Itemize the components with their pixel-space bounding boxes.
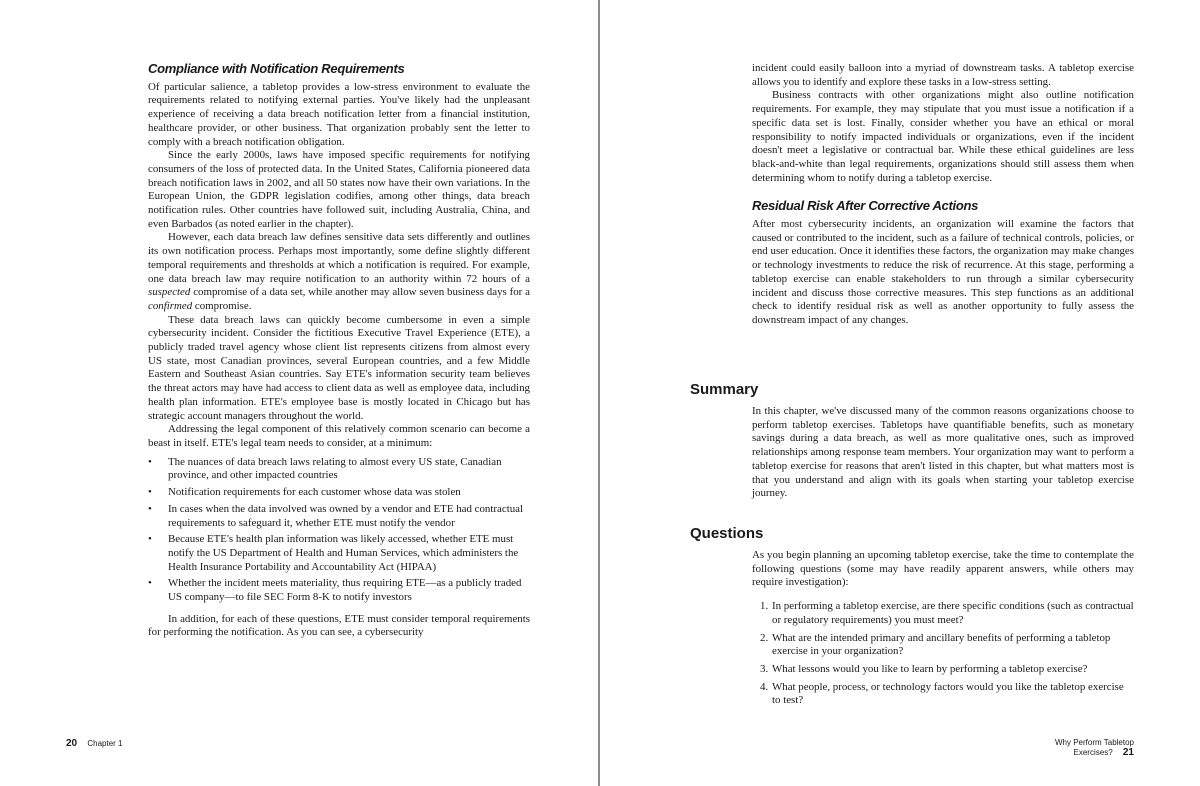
page-number: 21 [1122, 747, 1134, 758]
question-text: What are the intended primary and ancillary benefits of performing a tabletop exercise in your organization? [772, 631, 1111, 658]
question-item [752, 600, 1134, 627]
paragraph: After most cybersecurity incidents, an organization will examine the factors that caused or contributed to the incident, such as a failure of technical controls, policies, or end user education. Once it identifies these factors, the organization may make changes or technology investments to reduce the risk of recurrence. At this stage, performing a tabletop exercise can enable stakeholders to run through a similar cybersecurity incident and discuss those corrective measures. This step functions as an additional check to identify residual risk as well as another opportunity to fully assess the downstream impact of any changes. [752, 218, 1134, 326]
right-text-column [752, 62, 1134, 328]
residual-risk-heading: Residual Risk After Corrective Actions [752, 198, 979, 214]
question-text: What lessons would you like to learn by performing a tabletop exercise? [772, 662, 1088, 675]
right-folio [1008, 738, 1134, 758]
emphasis-suspected: suspected [148, 286, 191, 299]
paragraph: Of particular salience, a tabletop provides a low-stress environment to evaluate the requirements related to notifying external parties. You've likely had the unpleasant experience of receiving a data breach notification letter from a financial institution, healthcare provider, or other business. That organization probably sent the letter to comply with a breach notification obligation. [148, 80, 530, 148]
text-run: compromise. [192, 299, 252, 312]
paragraph: Business contracts with other organizations might also outline notification requirements. For example, they may stipulate that you must issue a notification if a specific data set is lost. Finally, consider whether you have an ethical or moral responsibility to notify impacted individuals or organizations, even if the incident doesn't meet a legislative or contractual bar. While these ethical guidelines are less black-and-white than legal requirements, organizations should still assess them when determining whom to notify during a tabletop exercise. [752, 89, 1134, 184]
summary-heading: Summary [690, 381, 759, 398]
page-number: 20 [66, 738, 78, 749]
bullet-item: • The nuances of data breach laws relating to almost every US state, Canadian province, and other impacted countries [148, 456, 530, 483]
questions-list [752, 600, 1134, 708]
question-item [752, 663, 1134, 677]
paragraph: Since the early 2000s, laws have imposed specific requirements for notifying consumers of the loss of protected data. In the United States, California pioneered data breach notification laws in 2002, and all 50 states now have their own variations. In the European Union, the GDPR legislation codifies, among other things, data breach notification rules. Other countries have followed suit, including Australia, China, and even Barbados (as noted earlier in the chapter). [148, 149, 530, 230]
compliance-heading: Compliance with Notification Requirements [148, 61, 405, 76]
bullet-item: • In cases when the data involved was owned by a vendor and ETE had contractual requirements to safeguard it, whether ETE must notify the vendor [148, 503, 530, 530]
paragraph [148, 231, 530, 313]
emphasis-confirmed: confirmed [148, 299, 193, 312]
question-number: 1. [760, 600, 769, 613]
bullet-item: • Whether the incident meets materiality, thus requiring ETE—as a publicly traded US company—to file SEC Form 8-K to notify investors [148, 577, 530, 604]
text-run: compromise of a data set, while another may allow seven business days for a [190, 286, 530, 299]
bullet-list [148, 456, 530, 605]
paragraph: Addressing the legal component of this relatively common scenario can become a beast in itself. ETE's legal team needs to consider, at a minimum: [148, 423, 530, 449]
question-number: 2. [760, 631, 769, 644]
bullet-item: • Because ETE's health plan information was likely accessed, whether ETE must notify the US Department of Health and Human Services, which administers the Health Insurance Portability and Accountability Act (HIPAA) [148, 533, 530, 574]
questions-heading: Questions [690, 525, 764, 542]
chapter-title-label: Why Perform Tabletop Exercises? [1055, 738, 1134, 757]
left-folio [66, 738, 123, 749]
paragraph: These data breach laws can quickly become cumbersome in even a simple cybersecurity incident. Consider the fictitious Executive Travel Experience (ETE), a publicly traded travel agency whose client list represents citizens from almost every US state, most Canadian provinces, several European countries, and a few Middle Eastern and Southeast Asian countries. Say ETE's information security team believes the threat actors may have had access to client data as well as employee data, including health plan information. ETE's employee base is mostly located in Chicago but has strategic account managers throughout the world. [148, 313, 530, 422]
paragraph: In this chapter, we've discussed many of the common reasons organizations choose to perform tabletop exercises. Tabletops have quantifiable benefits, such as monetary savings during a data breach, as well as more qualitative ones, such as improved relationships among response team members. Your organization may want to perform a tabletop exercise for reasons that aren't listed in this chapter, but what matters most is that you understand and align with its goals when starting your tabletop exercise journey. [752, 405, 1134, 500]
questions-intro: As you begin planning an upcoming tabletop exercise, take the time to contemplate the following questions (some may have readily apparent answers, while others may require investigation): [752, 549, 1134, 589]
question-number: 3. [760, 662, 769, 675]
paragraph: incident could easily balloon into a myriad of downstream tasks. A tabletop exercise allows you to identify and explore these tasks in a low-stress setting. [752, 62, 1134, 88]
question-number: 4. [760, 680, 769, 693]
bullet-item: • Notification requirements for each customer whose data was stolen [148, 486, 530, 500]
left-text-column [148, 62, 530, 640]
left-page [0, 0, 598, 786]
summary-section [752, 405, 1134, 501]
question-text: What people, process, or technology factors would you like the tabletop exercise to test? [772, 680, 1124, 707]
paragraph: In addition, for each of these questions, ETE must consider temporal requirements for performing the notification. As you can see, a cybersecurity [148, 612, 530, 639]
chapter-label: Chapter 1 [87, 739, 123, 748]
question-item [752, 632, 1134, 659]
text-run: However, each data breach law defines sensitive data sets differently and outlines its own notification process. Perhaps most importantly, some define slightly different temporal requirements and thresholds at which a notification is required. For example, one data breach law may require notification to an authority within 72 hours of a [148, 231, 530, 285]
right-page [600, 0, 1200, 786]
questions-section [752, 549, 1134, 712]
question-item [752, 681, 1134, 708]
question-text: In performing a tabletop exercise, are there specific conditions (such as contractual or regulatory requirements) you must meet? [772, 600, 1134, 626]
